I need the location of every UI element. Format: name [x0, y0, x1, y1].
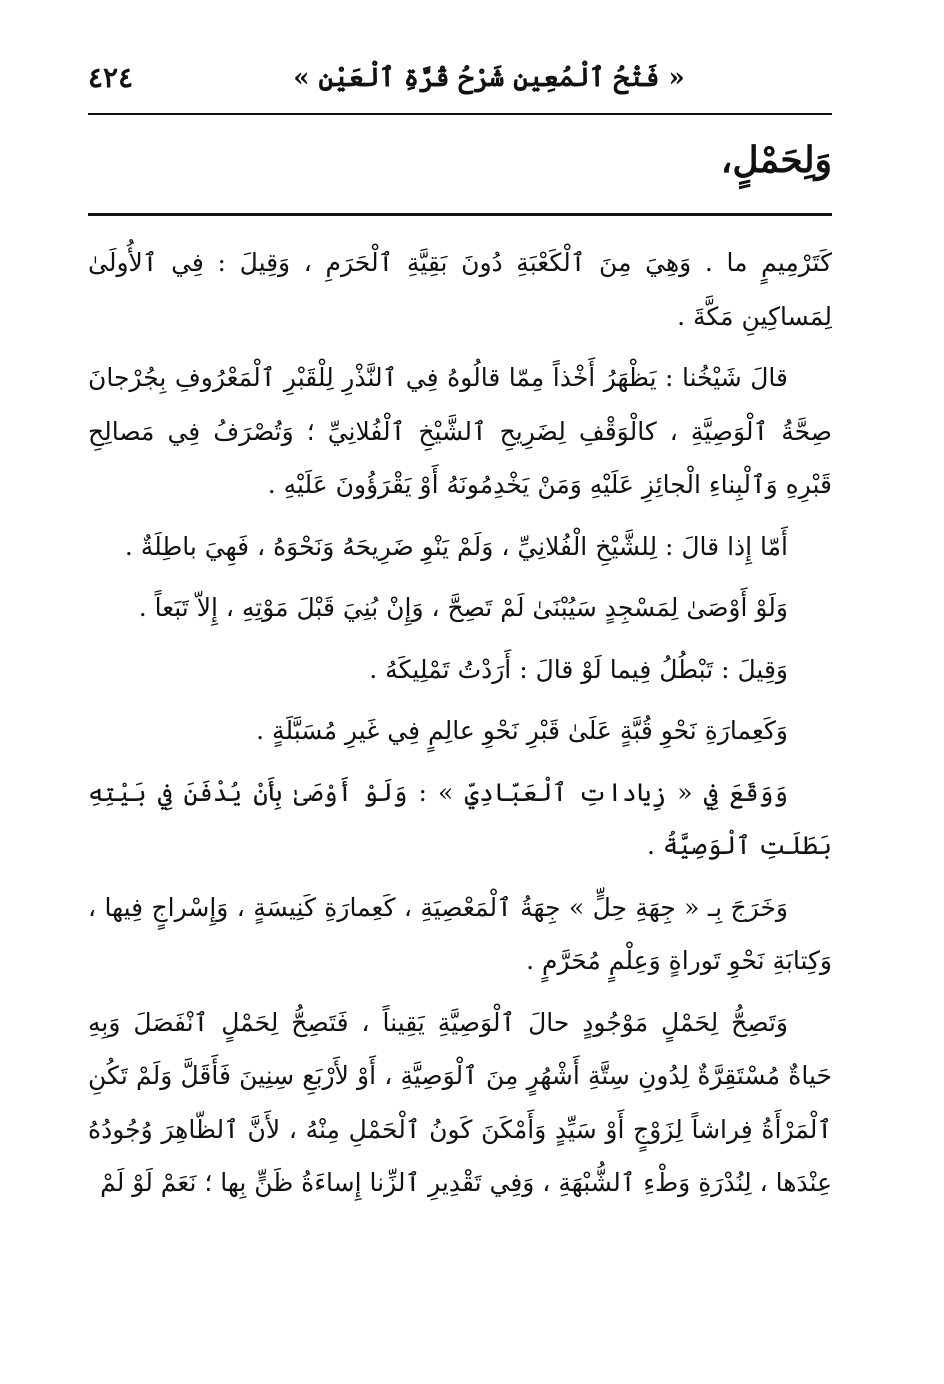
commentary-paragraph: وَتَصِحُّ لِحَمْلٍ مَوْجُودٍ حالَ ٱلْوَصِيَّةِ يَقِيناً ، فَتَصِحُّ لِحَمْلٍ ٱنْفَصَلَ وَبِهِ حَياةٌ مُسْتَقِرَّةٌ لِدُونِ سِتَّةِ أَشْهُرٍ مِنَ ٱلْوَصِيَّةِ ، أَوْ لأَرْبَعِ سِنِينَ فَأَقَلَّ وَلَمْ تَكُنِ ٱلْمَرْأَةُ فِراشاً لِزَوْجٍ أَوْ سَيِّدٍ وَأَمْكَنَ كَونُ ٱلْحَمْلِ مِنْهُ ، لأَنَّ ٱلظّاهِرَ وُجُودُهُ عِنْدَها ، لِنُدْرَةِ وَطْءِ ٱلشُّبْهَةِ ، وَفِي تَقْدِيرِ ٱلزِّنا إِساءَةُ ظَنٍّ بِها ؛ نَعَمْ لَوْ لَمْ — [88, 1007, 832, 1197]
commentary-paragraph: قالَ شَيْخُنا : يَظْهَرُ أَخْذاً مِمّا قالُوهُ فِي ٱلنَّذْرِ لِلْقَبْرِ ٱلْمَعْرُوفِ بِجُرْجانَ صِحَّةُ ٱلْوَصِيَّةِ ، كالْوَقْفِ لِضَرِيحِ ٱلشَّيْخِ ٱلْفُلانِيِّ ؛ وَتُصْرَفُ فِي مَصالِحِ قَبْرِهِ وَٱلْبِناءِ الْجائِزِ عَلَيْهِ وَمَنْ يَخْدِمُونَهُ أَوْ يَقْرَؤُونَ عَلَيْهِ . — [88, 363, 832, 499]
commentary-paragraph: وَكَعِمارَةِ نَحْوِ قُبَّةٍ عَلَىٰ قَبْرِ نَحْوِ عالِمٍ فِي غَيرِ مُسَبَّلَةٍ . — [256, 716, 788, 745]
commentary-paragraph: وَوَقَعَ فِي « زِياداتِ ٱلْعَبّادِيِّ » : وَلَوْ أَوْصَىٰ بِأَنْ يُدْفَنَ فِي بَيْتِهِ بَطَلَتِ ٱلْوَصِيَّةُ . — [88, 777, 832, 860]
commentary-paragraph: وَقِيلَ : تَبْطُلُ فِيما لَوْ قالَ : أَرَدْتُ تَمْلِيكَهُ . — [369, 654, 788, 684]
commentary-paragraph: كَتَرْمِيمٍ ما . وَهِيَ مِنَ ٱلْكَعْبَةِ دُونَ بَقِيَّةِ ٱلْحَرَمِ ، وَقِيلَ : فِي ٱلأُولَىٰ لِمَساكِينِ مَكَّةَ . — [88, 248, 832, 331]
page-number: ٤٢٤ — [88, 61, 134, 94]
page-header — [88, 58, 830, 98]
commentary-paragraph: وَلَوْ أَوْصَىٰ لِمَسْجِدٍ سَيُبْنَىٰ لَمْ تَصِحَّ ، وَإِنْ بُنِيَ قَبْلَ مَوْتِهِ ، إِلاّ تَبَعاً . — [138, 593, 788, 622]
commentary-paragraph: أَمّا إِذا قالَ : لِلشَّيْخِ الْفُلانِيِّ ، وَلَمْ يَنْوِ ضَرِيحَهُ وَنَحْوَهُ ، فَهِيَ باطِلَةٌ . — [124, 531, 788, 561]
header-rule — [88, 113, 832, 115]
matn-commentary-divider — [88, 213, 832, 216]
commentary-body — [88, 236, 832, 1316]
running-title: « فَتْحُ ٱلْمُعِينِ شَرْحُ قُرَّةِ ٱلْعَيْنِ » — [293, 63, 685, 93]
matn-text: وَلِحَمْلٍ، — [720, 139, 832, 181]
commentary-paragraph: وَخَرَجَ بِـ « جِهَةِ حِلٍّ » جِهَةُ ٱلْمَعْصِيَةِ ، كَعِمارَةِ كَنِيسَةٍ ، وَإِسْراجٍ فِيها ، وَكِتابَةِ نَحْوِ تَوراةٍ وَعِلْمٍ مُحَرَّمٍ . — [88, 892, 832, 975]
